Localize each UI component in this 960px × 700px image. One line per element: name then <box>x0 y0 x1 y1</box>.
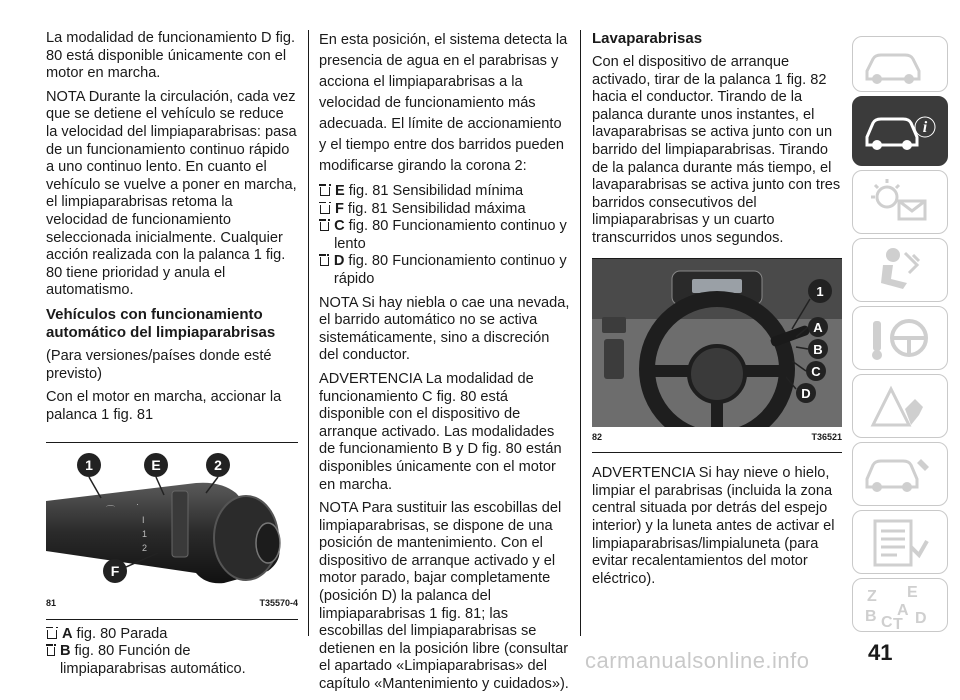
label-c: C <box>811 363 821 379</box>
info-glyph: i <box>922 119 928 136</box>
option-text: fig. 80 Funcionamiento continuo y rápido <box>333 253 567 287</box>
index-icon <box>853 579 947 631</box>
option-b <box>46 643 298 678</box>
airbag-seat-icon <box>853 239 947 301</box>
option-text: fig. 80 Función de limpiaparabrisas automático. <box>59 643 246 678</box>
page-number: 41 <box>868 640 893 665</box>
label-d: D <box>801 385 811 401</box>
specifications-icon <box>853 511 947 573</box>
column-right <box>592 30 842 594</box>
svg-text:I: I <box>142 515 145 526</box>
section-heading: Lavaparabrisas <box>592 30 703 47</box>
option-f <box>319 201 571 219</box>
column-divider <box>580 30 581 636</box>
index-letter: C <box>881 614 893 631</box>
figure-number: 82 <box>592 431 603 442</box>
option-letter: B <box>59 643 71 660</box>
option-c <box>319 218 571 253</box>
svg-text:·: · <box>136 499 139 510</box>
option-e <box>319 183 571 201</box>
car-service-icon <box>853 443 947 505</box>
paragraph: ADVERTENCIA La modalidad de funcionamiento C fig. 80 está disponible con el dispositivo de arranque activado. Las modalidades de funcionamiento B y D fig. 80 están disponibles únicamente con el motor en marcha. <box>319 370 562 493</box>
index-letter: T <box>893 616 903 631</box>
watermark: carmanualsonline.info <box>585 648 810 673</box>
svg-text:2: 2 <box>142 543 148 554</box>
option-text: fig. 80 Parada <box>76 625 168 642</box>
option-marker-icon <box>47 630 57 639</box>
chapter-tab-emergency[interactable] <box>852 374 948 438</box>
option-marker-icon <box>320 187 330 196</box>
column-middle <box>319 30 571 700</box>
label-f: F <box>110 563 120 580</box>
option-text: fig. 81 Sensibilidad máxima <box>347 200 526 217</box>
chapter-tab-car[interactable] <box>852 36 948 92</box>
label-1: 1 <box>85 457 93 474</box>
option-a <box>46 626 298 644</box>
option-d <box>319 253 571 288</box>
car-info-icon <box>853 97 947 165</box>
wiper-stalk-illustration <box>46 443 298 593</box>
paragraph: Con el motor en marcha, accionar la palanca 1 fig. 81 <box>46 389 282 423</box>
lights-warning-icon <box>853 171 947 233</box>
paragraph: NOTA Durante la circulación, cada vez que se detiene el vehículo se reduce la velocidad del limpiaparabrisas: pasa de un funcionamiento continuo rápido a uno continuo lento. En cuanto el vehículo se vuelve a poner en marcha, el limpiaparabrisas retoma la velocidad de funcionamiento seleccionada inicialmente. Cualquier acción realizada con la palanca 1 fig. 80 tiene prioridad y anula el automatismo. <box>46 88 297 299</box>
index-letter: D <box>915 610 927 627</box>
index-letter: Z <box>867 588 877 605</box>
label-b: B <box>813 341 823 357</box>
chapter-tab-maintenance[interactable] <box>852 442 948 506</box>
option-letter: A <box>62 625 73 642</box>
breakdown-warning-icon <box>853 375 947 437</box>
chapter-tab-starting[interactable] <box>852 306 948 370</box>
chapter-tab-index[interactable] <box>852 578 948 632</box>
label-a: A <box>813 319 823 335</box>
figure-caption <box>46 593 298 619</box>
figure-caption <box>592 427 842 453</box>
paragraph: NOTA Para sustituir las escobillas del limpiaparabrisas, se dispone de una posición de mantenimiento. Con el dispositivo de arranque activado y el motor parado, bajar completamente (posición D) la palanca del limpiaparabrisas 1 fig. 81; las escobillas del limpiaparabrisas se detienen en la posición libre (consultar el apartado «Limpiaparabrisas» del capítulo «Mantenimiento y cuidados»). <box>319 500 569 693</box>
paragraph: La modalidad de funcionamiento D fig. 80 está disponible únicamente con el motor en marcha. <box>46 30 296 82</box>
paragraph: ADVERTENCIA Si hay nieve o hielo, limpiar el parabrisas (incluida la zona central situada por detrás del espejo interior) y la luneta antes de activar el limpiaparabrisas/limpialuneta (para evitar recalentamientos del motor eléctrico). <box>592 465 835 587</box>
option-marker-icon <box>320 205 330 214</box>
paragraph: Con el dispositivo de arranque activado, tirar de la palanca 1 fig. 82 hacia el conductor. Tirando de la palanca durante unos instantes, el lavaparabrisas se activa junto con un barrido del limpiaparabrisas. Tirando de la palanca durante más tiempo, el lavaparabrisas se activa junto con tres barridos consecutivos del limpiaparabrisas y un cuarto transcurridos unos segundos. <box>592 54 841 246</box>
figure-number: 81 <box>46 598 57 609</box>
svg-text:1: 1 <box>142 529 148 540</box>
option-marker-icon <box>320 222 329 231</box>
option-text: fig. 81 Sensibilidad mínima <box>348 183 524 199</box>
car-view-icon <box>853 37 947 91</box>
chapter-tab-specifications[interactable] <box>852 510 948 574</box>
label-1: 1 <box>816 283 824 299</box>
option-marker-icon <box>320 257 329 266</box>
option-text: fig. 80 Funcionamiento continuo y lento <box>334 218 567 252</box>
paragraph: En esta posición, el sistema detecta la presencia de agua en el parabrisas y acciona el limpiaparabrisas a la velocidad de funcionamiento más adecuada. El límite de accionamiento y el tiempo entre dos barridos pueden modificarse girando la corona 2: <box>319 32 568 174</box>
option-letter: C <box>334 218 345 235</box>
chapter-tab-car-info[interactable] <box>852 96 948 166</box>
option-letter: E <box>335 183 345 199</box>
index-letter: A <box>897 602 909 619</box>
section-heading: Vehículos con funcionamiento automático del limpiaparabrisas <box>46 305 276 341</box>
label-e: E <box>151 457 161 474</box>
svg-text:⌒: ⌒ <box>106 505 116 516</box>
chapter-tab-safety[interactable] <box>852 238 948 302</box>
chapter-tab-lights[interactable] <box>852 170 948 234</box>
figure-code: T35570-4 <box>259 598 298 609</box>
paragraph: (Para versiones/países donde esté previsto) <box>46 347 272 382</box>
dashboard-illustration <box>592 259 842 427</box>
key-steering-icon <box>853 307 947 369</box>
figure-code: T36521 <box>811 431 842 442</box>
index-letter: E <box>907 584 918 601</box>
column-divider <box>308 30 309 636</box>
option-marker-icon <box>47 647 55 656</box>
column-left <box>46 30 298 679</box>
index-letter: B <box>865 608 877 625</box>
figure-81 <box>46 442 298 620</box>
paragraph: NOTA Si hay niebla o cae una nevada, el barrido automático no se activa sistemáticamente, sino a discreción del conductor. <box>319 294 570 364</box>
option-letter: F <box>335 200 344 217</box>
figure-82 <box>592 258 842 454</box>
option-letter: D <box>333 253 345 270</box>
label-2: 2 <box>214 457 222 474</box>
